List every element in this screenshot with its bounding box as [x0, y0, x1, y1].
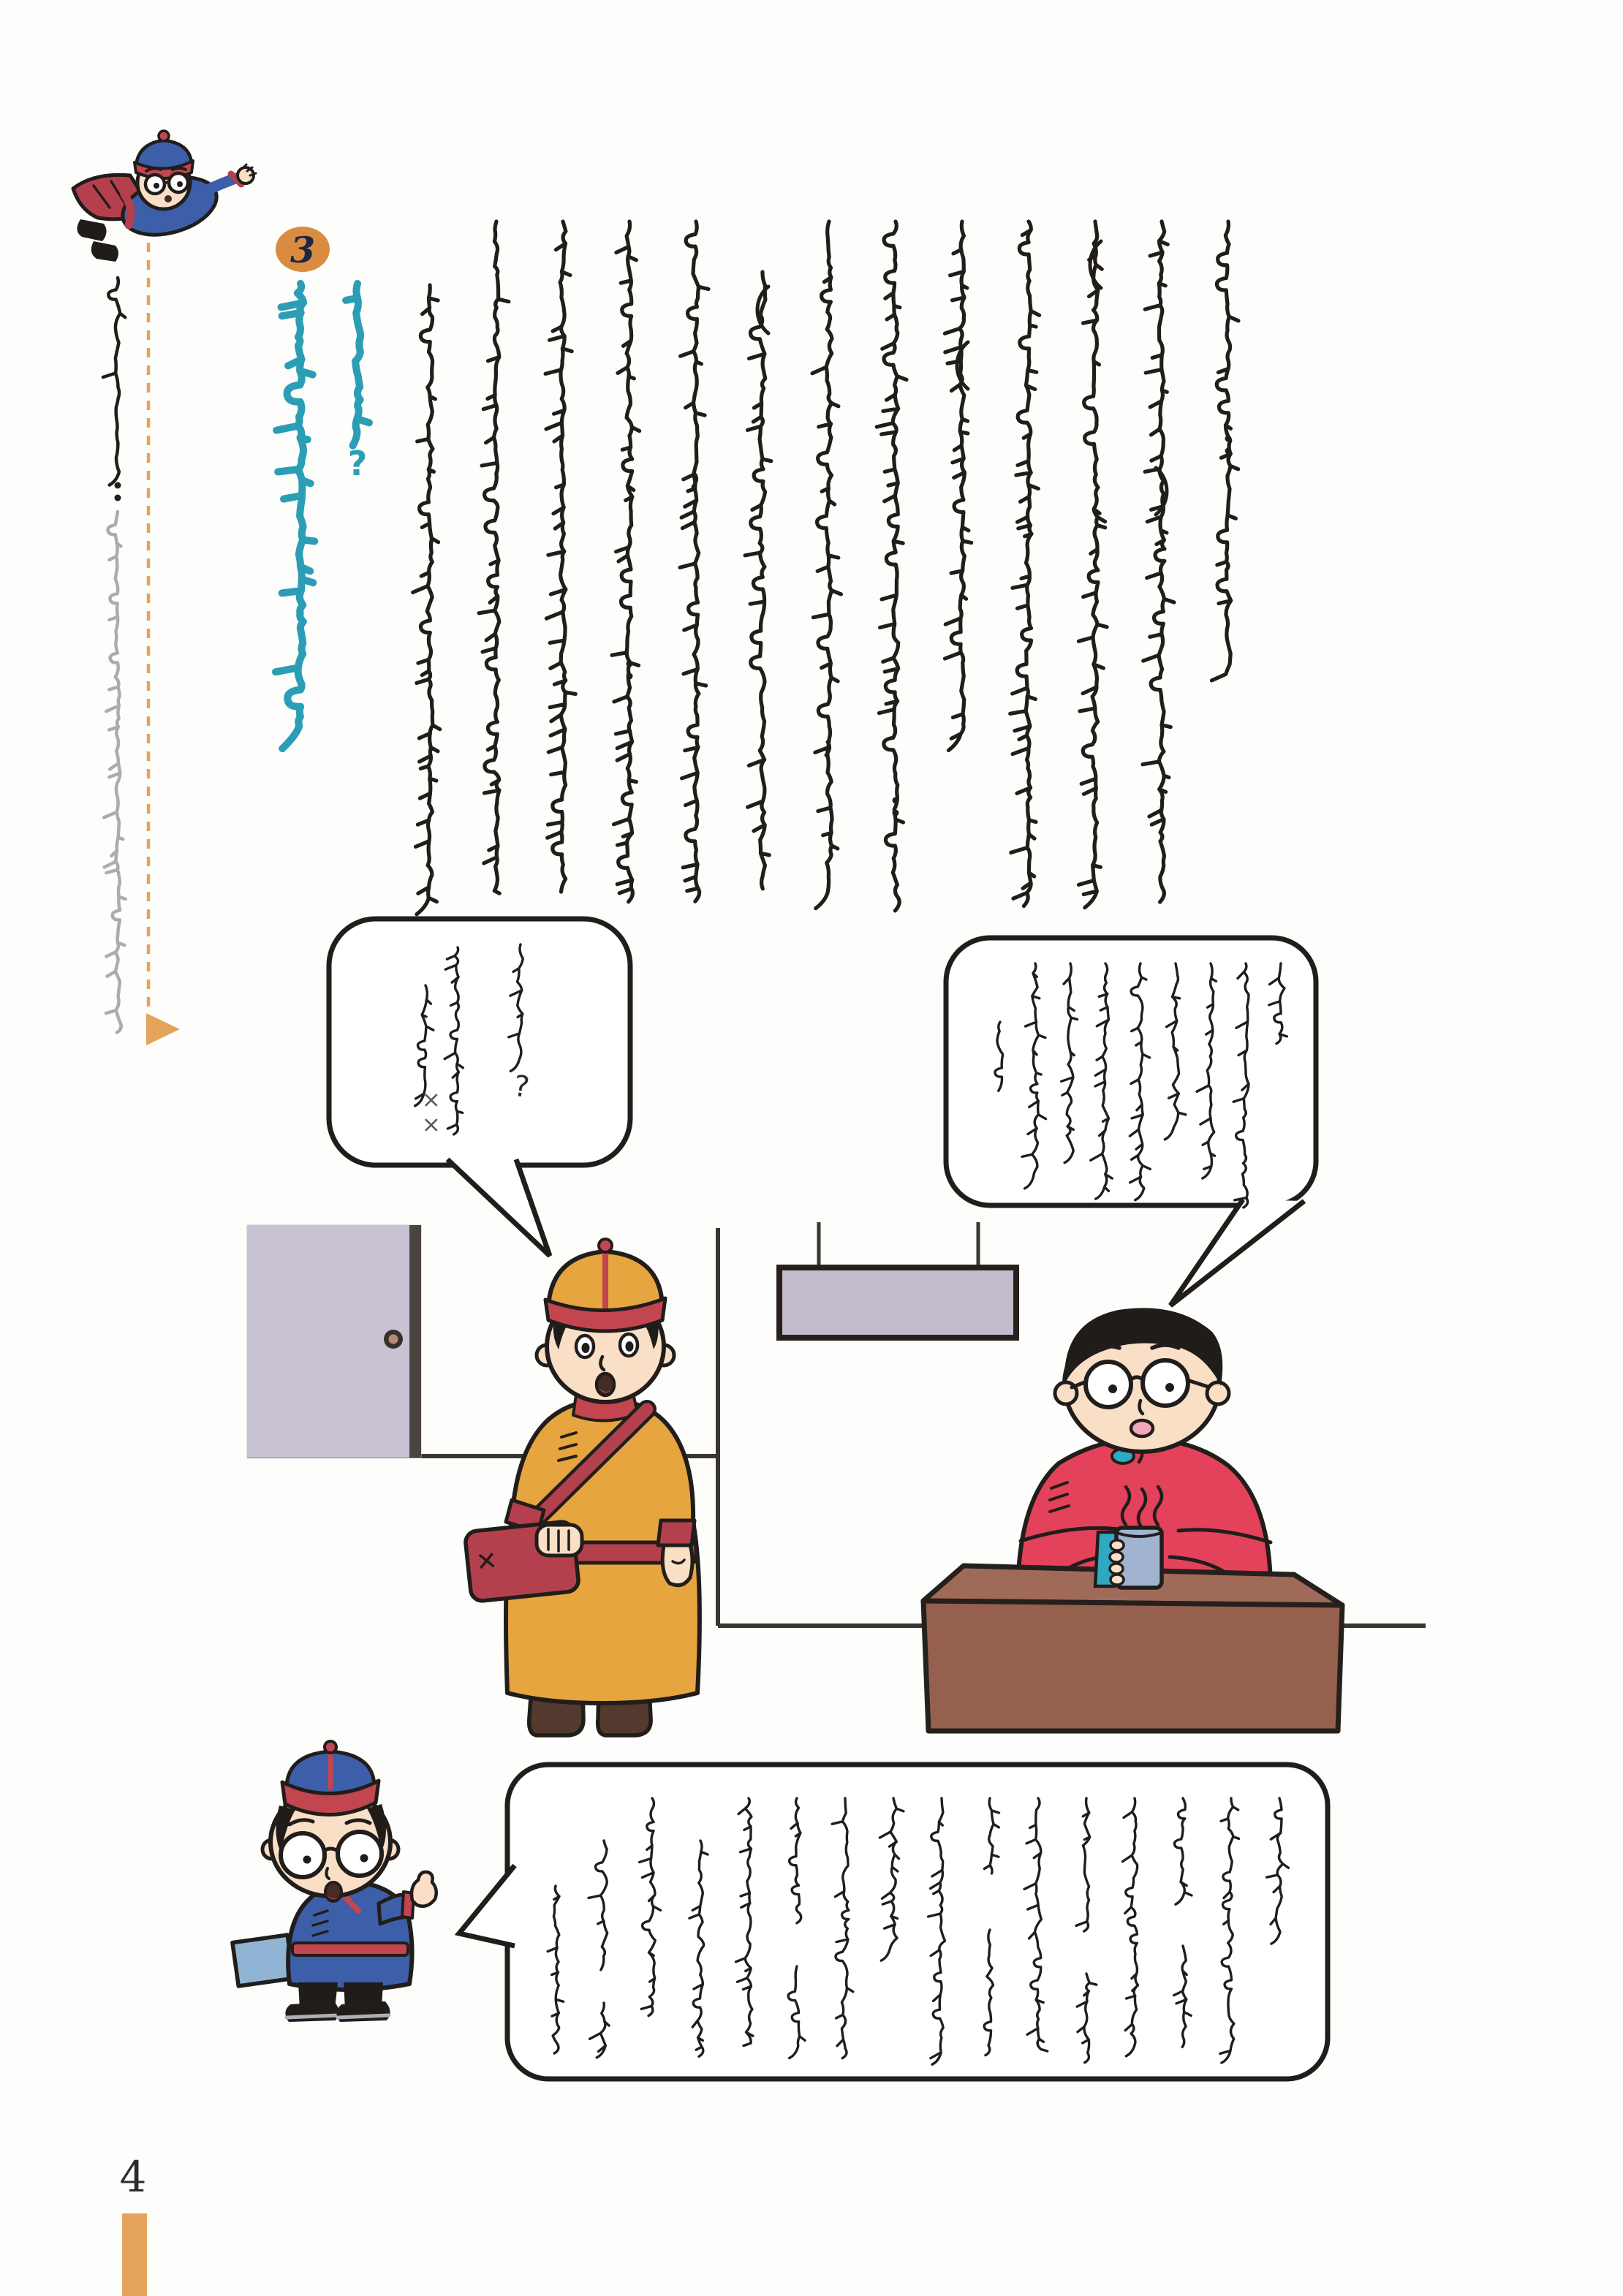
hanging-sign: [779, 1222, 1016, 1338]
speech-bubble-right-tail: [1170, 1200, 1304, 1306]
section-number: 3: [290, 229, 316, 271]
script-column: [1010, 221, 1040, 906]
desk-front: [923, 1601, 1342, 1731]
boy-hat-knob: [325, 1741, 336, 1753]
margin-dashed-rule: [146, 243, 180, 1045]
script-column: [104, 512, 126, 1033]
section-badge: [276, 227, 330, 272]
title-question-mark: ?: [347, 444, 368, 483]
arrow-right-icon: [146, 1013, 180, 1045]
script-column: [877, 221, 907, 911]
visitor-hat-knob: [599, 1239, 612, 1252]
page-footer-bar: [122, 2213, 147, 2296]
boy-glasses-right: [338, 1832, 382, 1876]
script-block-title-teal: [276, 284, 369, 749]
script-column: [103, 278, 125, 485]
page-number: 4: [119, 2152, 147, 2202]
script-column: [346, 284, 369, 446]
clerk-mouth: [1131, 1420, 1153, 1436]
script-block-sidebar-gray: [104, 512, 126, 1033]
pointing-boy: [232, 1741, 436, 2020]
boy-sash: [292, 1943, 408, 1955]
boy-letter: [232, 1935, 294, 1986]
script-colon: [1225, 436, 1232, 442]
visitor-in-deel: [464, 1239, 700, 1735]
script-colon: [115, 482, 121, 489]
clerk-glasses-left: [1086, 1362, 1131, 1407]
script-colon: [115, 495, 121, 501]
mascot-mouth: [164, 195, 172, 202]
visitor-hand-right: [662, 1545, 692, 1585]
script-column: [1143, 221, 1174, 902]
script-column: [276, 284, 314, 749]
script-column: [413, 285, 440, 914]
script-colon: [627, 661, 633, 667]
boy-hand: [412, 1872, 436, 1906]
mascot-boot: [77, 219, 106, 241]
speech-bubble-left: [329, 919, 630, 1256]
mascot-flying-boy: [73, 131, 256, 262]
script-column: [745, 272, 771, 889]
mascot-hat-knob: [159, 131, 169, 141]
script-column: [812, 221, 841, 909]
script-column: [1078, 221, 1107, 908]
clerk-ear: [1207, 1382, 1229, 1404]
script-column: [680, 221, 708, 901]
script-block-sidebar-black: [103, 278, 125, 485]
speech-bubble-left-tail: [447, 1159, 550, 1256]
script-punctuation-layer: [115, 241, 1232, 817]
script-colon: [893, 797, 899, 804]
script-block-main-text: [413, 221, 1238, 914]
door: [247, 1225, 421, 1458]
script-column: [479, 221, 509, 893]
door-edge: [409, 1225, 421, 1458]
script-column: [945, 221, 971, 751]
desk: [923, 1566, 1342, 1731]
mascot-boot: [91, 241, 118, 262]
visitor-cuff: [658, 1520, 695, 1545]
script-colon: [893, 810, 899, 817]
script-column: [612, 221, 640, 902]
bubble-question-mark: ?: [512, 1069, 531, 1105]
script-colon: [627, 673, 633, 680]
script-colon: [1225, 448, 1232, 455]
script-column: [545, 221, 575, 892]
boy-glasses-left: [281, 1833, 325, 1877]
clerk-glasses-right: [1143, 1360, 1188, 1406]
speech-bubble-bottom-tail: [459, 1865, 515, 1946]
bubble-crosses: ××: [418, 1091, 444, 1140]
